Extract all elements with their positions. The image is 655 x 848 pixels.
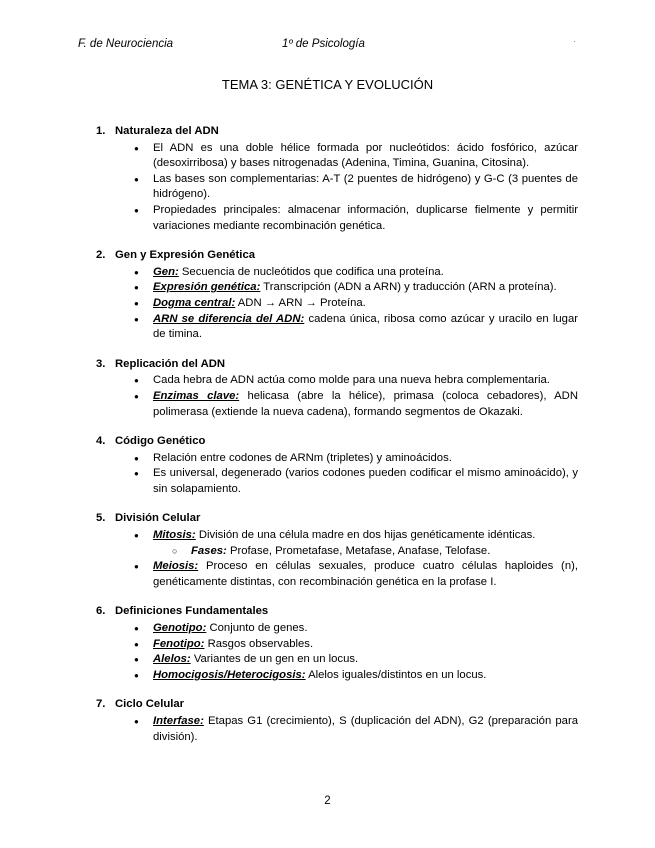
term-label: Alelos: — [153, 653, 191, 666]
section — [96, 604, 578, 683]
section-number: 7. — [96, 698, 106, 711]
term-label: Genotipo: — [153, 622, 207, 635]
sub-list-item — [191, 544, 578, 560]
bullet-list — [96, 528, 578, 590]
item-text: Etapas G1 (crecimiento), S (duplicación del ADN), G2 (preparación para división). — [153, 715, 578, 743]
list-item — [153, 668, 578, 684]
list-item — [153, 451, 578, 467]
page-title: TEMA 3: GENÉTICA Y EVOLUCIÓN — [221, 77, 434, 92]
list-item — [153, 280, 578, 296]
list-item — [153, 265, 578, 281]
list-item — [153, 203, 578, 234]
list-item — [153, 172, 578, 203]
term-label: Dogma central: — [153, 296, 236, 309]
section — [96, 248, 578, 343]
section-heading — [96, 697, 578, 713]
section-number: 1. — [96, 125, 106, 137]
term-label: Mitosis: — [153, 529, 196, 542]
list-item — [153, 373, 578, 389]
header-course: F. de Neurociencia — [78, 38, 174, 50]
sub-term-label: Fases: — [191, 544, 227, 557]
list-item — [153, 466, 578, 497]
list-item — [153, 559, 578, 590]
term-label: Expresión genética: — [153, 281, 261, 294]
list-item — [153, 141, 578, 172]
bullet-list — [96, 373, 578, 420]
item-text: Las bases son complementarias: A-T (2 puentes de hidrógeno) y G-C (3 puentes de hidrógeno). — [153, 172, 578, 201]
list-item — [153, 637, 578, 653]
sub-list — [153, 544, 578, 560]
term-label: Interfase: — [153, 715, 204, 727]
item-text: ADN → ARN → Proteína. — [237, 296, 366, 309]
item-text: División de una célula madre en dos hijas genéticamente idénticas. — [198, 529, 536, 542]
list-item — [153, 652, 578, 668]
bullet-list — [96, 621, 578, 683]
item-text: cadena única, ribosa como azúcar y uracilo en lugar de timina. — [153, 312, 578, 341]
section — [96, 511, 578, 590]
section-title: Ciclo Celular — [115, 698, 185, 711]
list-item — [153, 312, 578, 343]
section-number: 2. — [96, 249, 106, 262]
section-heading — [96, 248, 578, 264]
list-item — [153, 528, 578, 559]
term-label: Meiosis: — [153, 560, 199, 573]
bullet-list — [96, 265, 578, 343]
item-text: Cada hebra de ADN actúa como molde para una nueva hebra complementaria. — [153, 374, 550, 387]
item-text: El ADN es una doble hélice formada por nucleótidos: ácido fosfórico, azúcar (desoxirribosa) y bases nitrogenadas (Adenina, Timina, Guanina, Citosina). — [153, 141, 578, 170]
bullet-list — [96, 451, 578, 498]
section-heading — [96, 124, 578, 140]
section-heading — [96, 511, 578, 527]
item-text: Es universal, degenerado (varios codones pueden codificar el mismo aminoácido), y sin solapamiento. — [153, 467, 578, 495]
section-heading — [96, 357, 578, 373]
section-heading — [96, 434, 578, 450]
section — [96, 697, 578, 745]
list-item — [153, 296, 578, 312]
bullet-list — [96, 141, 578, 235]
term-label: Gen: — [153, 265, 179, 278]
item-text: helicasa (abre la hélice), primasa (coloca cebadores), ADN polimerasa (extiende la nueva cadena), formando segmentos de Okazaki. — [153, 389, 578, 418]
section-title: Replicación del ADN — [115, 357, 226, 370]
item-text: Secuencia de nucleótidos que codifica una proteína. — [181, 265, 444, 278]
list-item — [153, 621, 578, 637]
item-text: Propiedades principales: almacenar información, duplicarse fielmente y permitir variaciones mediante recombinación genética. — [153, 203, 578, 232]
item-text: Rasgos observables. — [207, 637, 314, 650]
item-text: Transcripción (ADN a ARN) y traducción (ARN a proteína). — [263, 281, 557, 294]
section-title: Gen y Expresión Genética — [115, 249, 256, 262]
section-number: 4. — [96, 435, 106, 448]
page-number: 2 — [324, 795, 331, 807]
section-number: 5. — [96, 512, 106, 525]
term-label: Enzimas clave: — [153, 389, 240, 402]
list-item — [153, 389, 578, 420]
section-title: Definiciones Fundamentales — [115, 605, 269, 618]
item-text: Relación entre codones de ARNm (tripletes) y aminoácidos. — [153, 451, 452, 464]
list-item — [153, 714, 578, 745]
item-text: Conjunto de genes. — [209, 622, 308, 635]
section-number: 6. — [96, 605, 106, 618]
section — [96, 434, 578, 497]
section — [96, 357, 578, 420]
document-body — [96, 124, 578, 759]
section-title: División Celular — [115, 512, 201, 525]
section — [96, 124, 578, 234]
term-label: Fenotipo: — [153, 637, 205, 650]
header-year: 1º de Psicología — [282, 38, 365, 50]
sub-item-text: Profase, Prometafase, Metafase, Anafase, Telofase. — [229, 544, 491, 557]
header-mark: · — [573, 36, 576, 46]
section-title: Naturaleza del ADN — [115, 125, 219, 137]
term-label: Homocigosis/Heterocigosis: — [153, 668, 306, 681]
item-text: Alelos iguales/distintos en un locus. — [308, 668, 487, 681]
term-label: ARN se diferencia del ADN: — [153, 312, 305, 325]
bullet-list — [96, 714, 578, 745]
section-number: 3. — [96, 357, 106, 370]
item-text: Proceso en células sexuales, produce cuatro células haploides (n), genéticamente distintas, con recombinación genética en la profase I. — [153, 560, 578, 588]
section-heading — [96, 604, 578, 620]
section-title: Código Genético — [115, 435, 206, 448]
item-text: Variantes de un gen en un locus. — [193, 653, 359, 666]
